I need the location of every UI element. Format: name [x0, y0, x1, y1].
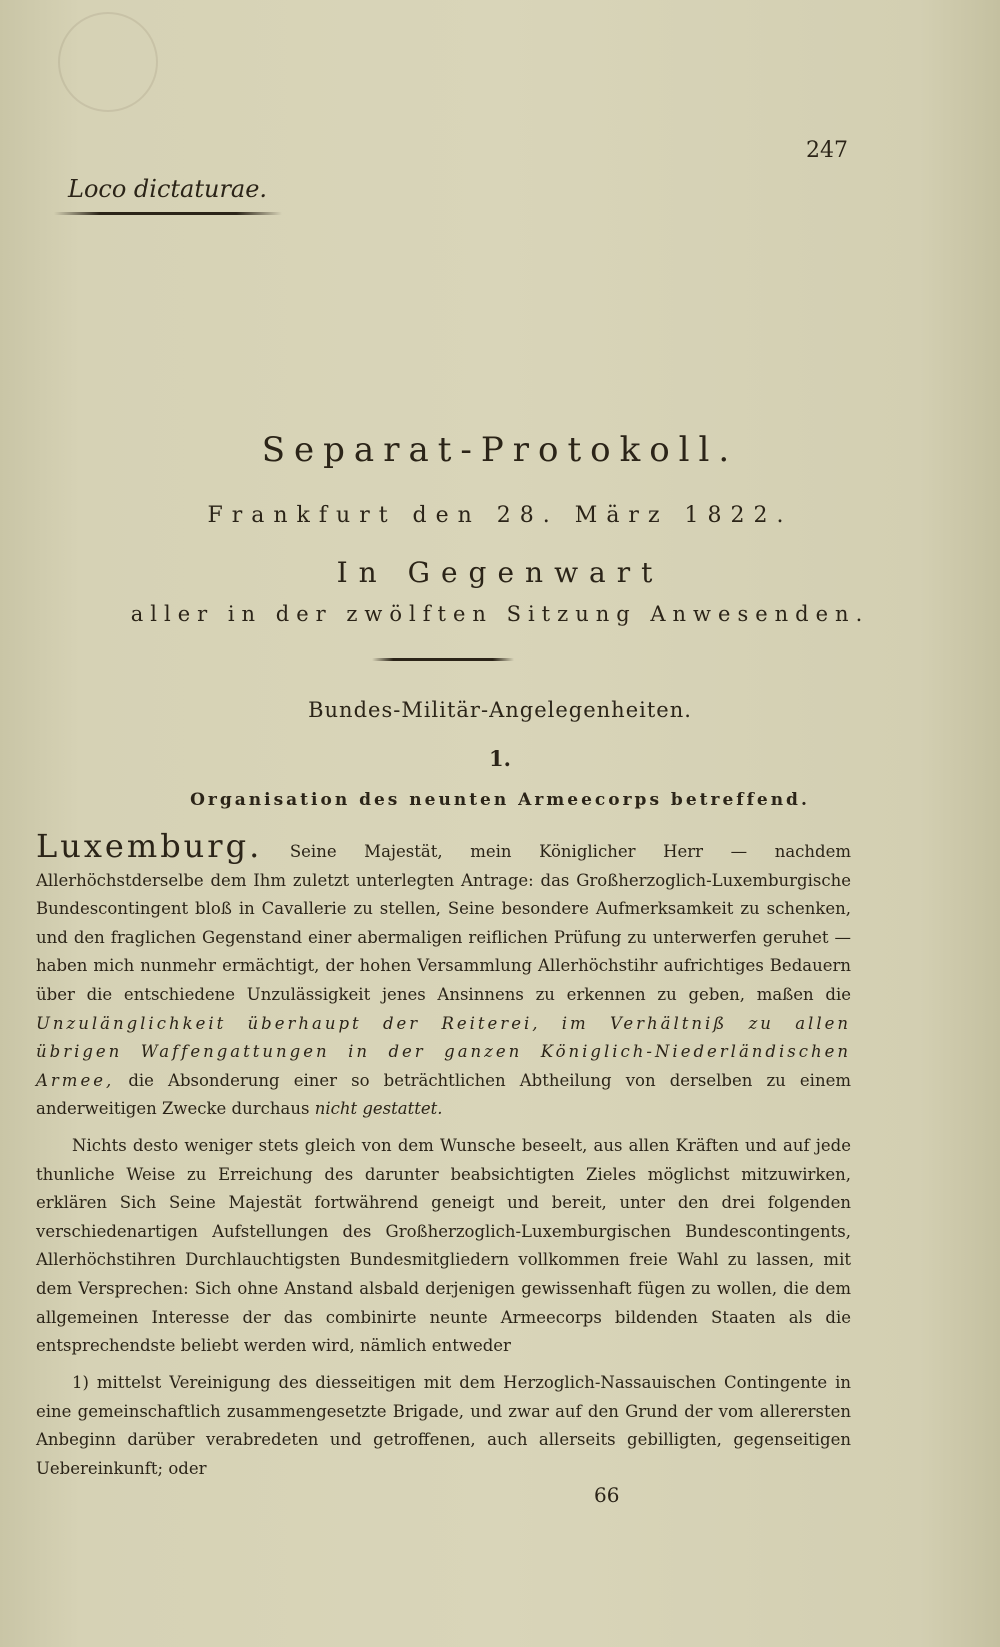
paragraph-1-emphasis: Unzulänglichkeit überhaupt der Reiterei, im Verhältniß zu allen übrigen Waffengattungen in der ganzen Königlich-Niederländischen Armee,	[36, 1013, 851, 1090]
signature-mark: 66	[594, 1483, 620, 1507]
document-title: Separat-Protokoll.	[261, 430, 739, 470]
paragraph-1-text-b: die Absonderung einer so beträchtlichen Abtheilung von derselben zu einem anderweitigen Zwecke durchaus	[36, 1070, 851, 1119]
dictation-note: Loco dictaturae.	[68, 175, 268, 203]
page-number: 247	[806, 138, 848, 163]
item-subject: Organisation des neunten Armeecorps betreffend.	[190, 790, 810, 810]
attendees-line: aller in der zwölften Sitzung Anwesenden.	[130, 602, 870, 626]
presence-line: In Gegenwart	[336, 556, 664, 589]
paragraph-1	[36, 827, 851, 1124]
paragraph-1-text-c: nicht gestattet.	[314, 1099, 443, 1119]
section-heading: Bundes-Militär-Angelegenheiten.	[308, 698, 692, 722]
paragraph-3: 1) mittelst Vereinigung des diesseitigen mit dem Herzoglich-Nassauischen Contingente in eine gemeinschaftlich zusammengesetzte Brigade, und zwar auf den Grund der vom allerersten Anbeginn darüber verabredeten und getroffenen, auch allerseits gebilligten, gegenseitigen Uebereinkunft; oder	[36, 1373, 851, 1478]
paragraph-2: Nichts desto weniger stets gleich von dem Wunsche beseelt, aus allen Kräften und auf jede thunliche Weise zu Erreichung des darunter beabsichtigten Zieles möglichst mitzuwirken, erklären Sich Seine Majestät fortwährend geneigt und bereit, unter den drei folgenden verschiedenartigen Aufstellungen des Großherzoglich-Luxemburgischen Bundescontingents, Allerhöchstihren Durchlauchtigsten Bundesmitgliedern vollkommen freie Wahl zu lassen, mit dem Versprechen: Sich ohne Anstand alsbald derjenigen gewissenhaft fügen zu wollen, die dem allgemeinen Interesse der das combinirte neunte Armeecorps bildenden Staaten als die entsprechendste beliebt werden wird, nämlich entweder	[36, 1136, 851, 1356]
dictation-underline	[54, 212, 282, 215]
place-date: Frankfurt den 28. März 1822.	[207, 503, 793, 528]
section-divider	[372, 658, 514, 661]
library-stamp	[58, 12, 158, 112]
item-number: 1.	[489, 746, 511, 771]
paragraph-1-text-a: Seine Majestät, mein Königlicher Herr — nachdem Allerhöchstderselbe dem Ihm zuletzt unterlegten Antrage: das Großherzoglich-Luxemburgische Bundescontingent bloß in Cavallerie zu stellen, Seine besondere Aufmerksamkeit zu schenken, und den fraglichen Gegenstand einer abermaligen reiflichen Prüfung zu unterwerfen geruhet — haben mich nunmehr ermächtigt, der hohen Versammlung Allerhöchstihr aufrichtiges Bedauern über die entschiedene Unzulässigkeit jenes Ansinnens zu erkennen zu geben, maßen die	[36, 842, 851, 1004]
paragraph-lead: Luxemburg.	[36, 827, 263, 865]
